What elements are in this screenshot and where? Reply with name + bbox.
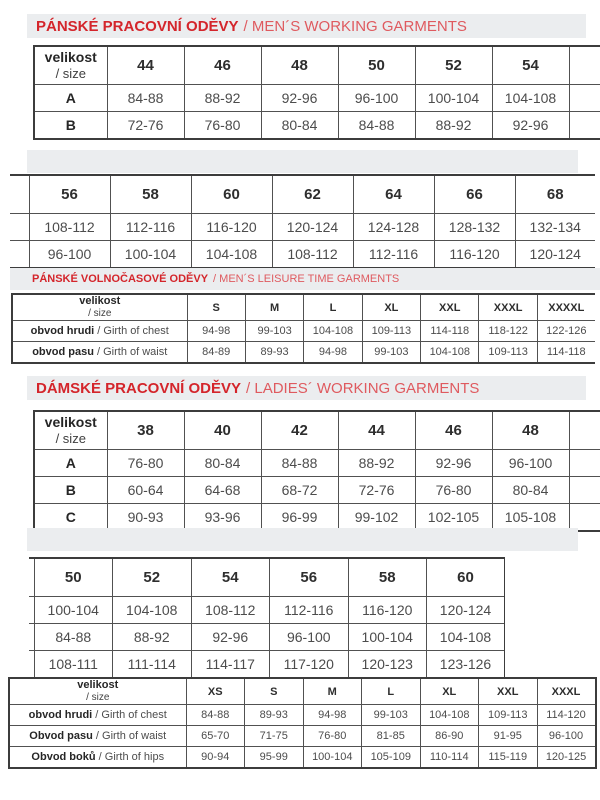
row-label-czech: Obvod pasu [29, 730, 93, 742]
row-label-cell [9, 705, 186, 726]
row-label: C [65, 509, 76, 525]
value-cell: 88-92 [113, 624, 192, 651]
value-cell: 104-108 [420, 705, 479, 726]
value-cell: 120-124 [515, 241, 595, 269]
value-cell: 120-124 [427, 597, 506, 624]
table-head [9, 678, 596, 705]
value-cell: 104-108 [113, 597, 192, 624]
size-header-cell: 66 [434, 175, 515, 214]
value-cell: 72-76 [338, 477, 415, 504]
value-cell: 99-103 [245, 321, 303, 342]
size-header-cell: M [303, 678, 362, 705]
table-body [9, 705, 596, 769]
value-cell: 116-120 [348, 597, 427, 624]
value-cell: 123-126 [427, 651, 506, 679]
size-table [10, 174, 595, 269]
value-cell: 108-111 [34, 651, 113, 679]
value-cell: 76-80 [303, 726, 362, 747]
size-header-cell: 44 [107, 46, 184, 85]
table-head [10, 175, 595, 214]
size-header-cell: S [245, 678, 304, 705]
corner-label-sub: / size [88, 308, 112, 319]
table-body [34, 85, 600, 140]
table-mens-working-sizes-44-54 [33, 45, 600, 140]
value-cell: 99-103 [362, 342, 420, 364]
value-cell: 95-99 [245, 747, 304, 769]
size-header-cell: 50 [34, 558, 113, 597]
value-cell: 114-118 [537, 342, 595, 364]
size-header-cell: 46 [184, 46, 261, 85]
value-cell: 76-80 [107, 450, 184, 477]
row-label-cell [9, 747, 186, 769]
size-header-cell: 56 [29, 175, 110, 214]
value-cell: 111-114 [113, 651, 192, 679]
value-cell: 120-123 [348, 651, 427, 679]
table-row [34, 504, 600, 532]
value-cell: 90-93 [107, 504, 184, 532]
table-body [12, 321, 595, 364]
corner-cell [34, 411, 107, 450]
size-header-cell: XS [186, 678, 245, 705]
size-table [33, 45, 600, 140]
value-cell: 109-113 [479, 342, 537, 364]
table-ladies-measurements [8, 677, 597, 769]
value-cell: 96-100 [537, 726, 596, 747]
value-cell: 104-108 [191, 241, 272, 269]
table-row [9, 747, 596, 769]
value-cell: 99-103 [362, 705, 421, 726]
size-header-cell: 48 [261, 46, 338, 85]
value-cell: 108-112 [191, 597, 270, 624]
value-cell: 100-104 [303, 747, 362, 769]
value-cell: 80-84 [261, 112, 338, 140]
value-cell: 112-116 [110, 214, 191, 241]
value-cell: 64-68 [184, 477, 261, 504]
cut-column-cell [569, 477, 600, 504]
row-label-czech: obvod pasu [32, 346, 94, 358]
value-cell: 80-84 [492, 477, 569, 504]
value-cell: 80-84 [184, 450, 261, 477]
corner-label-sub: / size [86, 692, 110, 703]
cut-column-header-cell [569, 46, 600, 85]
value-cell: 116-120 [191, 214, 272, 241]
value-cell: 109-113 [479, 705, 538, 726]
table-body [29, 597, 505, 679]
value-cell: 92-96 [415, 450, 492, 477]
value-cell: 122-126 [537, 321, 595, 342]
value-cell: 114-118 [421, 321, 479, 342]
table-row [34, 450, 600, 477]
row-label-czech: obvod hrudi [30, 325, 95, 337]
table-row [29, 651, 505, 679]
heading-czech-ladies-working: DÁMSKÉ PRACOVNÍ ODĚVY [36, 379, 242, 397]
value-cell: 100-104 [348, 624, 427, 651]
value-cell: 117-120 [270, 651, 349, 679]
value-cell: 100-104 [110, 241, 191, 269]
value-cell: 112-116 [270, 597, 349, 624]
size-header-cell: XXL [421, 294, 479, 321]
size-header-cell: S [187, 294, 245, 321]
table-row [10, 214, 595, 241]
size-header-cell: XXXL [537, 678, 596, 705]
value-cell: 114-117 [191, 651, 270, 679]
table-row [29, 597, 505, 624]
table-head [12, 294, 595, 321]
value-cell: 99-102 [338, 504, 415, 532]
heading-czech-mens-working: PÁNSKÉ PRACOVNÍ ODĚVY [36, 17, 239, 35]
value-cell: 118-122 [479, 321, 537, 342]
row-label-cell [34, 85, 107, 112]
size-header-cell: M [245, 294, 303, 321]
value-cell: 132-134 [515, 214, 595, 241]
size-header-cell: 60 [427, 558, 506, 597]
corner-cell [12, 294, 187, 321]
size-header-cell: 54 [191, 558, 270, 597]
value-cell: 100-104 [34, 597, 113, 624]
value-cell: 92-96 [261, 85, 338, 112]
value-cell: 112-116 [353, 241, 434, 269]
value-cell: 91-95 [479, 726, 538, 747]
size-header-cell: 44 [338, 411, 415, 450]
cut-column-cell [569, 112, 600, 140]
table-row [10, 241, 595, 269]
size-header-cell: 52 [113, 558, 192, 597]
size-header-cell: XL [362, 294, 420, 321]
value-cell: 100-104 [415, 85, 492, 112]
value-cell: 86-90 [420, 726, 479, 747]
row-label-cell [34, 477, 107, 504]
value-cell: 92-96 [191, 624, 270, 651]
cut-column-cell [10, 241, 29, 269]
value-cell: 108-112 [272, 241, 353, 269]
row-label-cell [12, 321, 187, 342]
size-header-cell: 64 [353, 175, 434, 214]
row-label: B [65, 117, 76, 133]
table-mens-leisure-sizes [11, 293, 595, 364]
row-label: A [65, 90, 76, 106]
value-cell: 128-132 [434, 214, 515, 241]
separator-band [27, 150, 578, 173]
row-label-english: / Girth of waist [92, 730, 167, 742]
value-cell: 72-76 [107, 112, 184, 140]
table-body [10, 214, 595, 269]
value-cell: 60-64 [107, 477, 184, 504]
value-cell: 89-93 [245, 705, 304, 726]
cut-column-header-cell [10, 175, 29, 214]
value-cell: 104-108 [427, 624, 506, 651]
value-cell: 104-108 [304, 321, 362, 342]
value-cell: 114-120 [537, 705, 596, 726]
size-header-cell: 58 [110, 175, 191, 214]
table-row [34, 112, 600, 140]
size-header-cell: 52 [415, 46, 492, 85]
value-cell: 68-72 [261, 477, 338, 504]
size-header-cell: 50 [338, 46, 415, 85]
size-table [11, 293, 595, 364]
value-cell: 90-94 [186, 747, 245, 769]
heading-english-ladies-working: / LADIES´ WORKING GARMENTS [246, 379, 480, 397]
table-head [34, 46, 600, 85]
size-header-cell: L [304, 294, 362, 321]
header-row [10, 175, 595, 214]
value-cell: 94-98 [304, 342, 362, 364]
size-header-cell: 58 [348, 558, 427, 597]
corner-label-bold: velikost [44, 49, 97, 65]
value-cell: 84-88 [338, 112, 415, 140]
size-table [33, 410, 600, 532]
row-label: A [65, 455, 76, 471]
table-row [12, 321, 595, 342]
value-cell: 96-100 [338, 85, 415, 112]
corner-label-bold: velikost [79, 295, 121, 307]
value-cell: 109-113 [362, 321, 420, 342]
cut-column-cell [569, 504, 600, 532]
section-heading-mens-leisure [10, 268, 600, 290]
heading-english-mens-working: / MEN´S WORKING GARMENTS [243, 17, 467, 35]
table-ladies-working-sizes-38-48 [33, 410, 600, 532]
row-label-cell [34, 112, 107, 140]
table-head [34, 411, 600, 450]
size-header-cell: 56 [270, 558, 349, 597]
value-cell: 88-92 [415, 112, 492, 140]
section-heading-mens-working [27, 14, 586, 38]
value-cell: 105-108 [492, 504, 569, 532]
value-cell: 120-124 [272, 214, 353, 241]
table-mens-working-sizes-56-68 [10, 174, 595, 269]
size-header-cell: 42 [261, 411, 338, 450]
value-cell: 96-100 [492, 450, 569, 477]
row-label-english: / Girth of chest [92, 709, 167, 721]
header-row [29, 558, 505, 597]
value-cell: 89-93 [245, 342, 303, 364]
size-header-cell: L [362, 678, 421, 705]
value-cell: 84-88 [107, 85, 184, 112]
value-cell: 102-105 [415, 504, 492, 532]
row-label-czech: obvod hrudi [28, 709, 93, 721]
size-header-cell: 40 [184, 411, 261, 450]
value-cell: 84-88 [186, 705, 245, 726]
value-cell: 88-92 [184, 85, 261, 112]
value-cell: 84-89 [187, 342, 245, 364]
row-label-cell [34, 504, 107, 532]
table-ladies-working-sizes-50-60 [29, 557, 505, 679]
value-cell: 84-88 [261, 450, 338, 477]
value-cell: 104-108 [421, 342, 479, 364]
value-cell: 108-112 [29, 214, 110, 241]
value-cell: 124-128 [353, 214, 434, 241]
value-cell: 76-80 [415, 477, 492, 504]
table-row [9, 705, 596, 726]
value-cell: 120-125 [537, 747, 596, 769]
row-label-cell [12, 342, 187, 364]
table-row [34, 477, 600, 504]
table-body [34, 450, 600, 532]
header-row [9, 678, 596, 705]
value-cell: 94-98 [303, 705, 362, 726]
section-heading-ladies-working [27, 376, 586, 400]
corner-label-sub: / size [55, 66, 86, 81]
value-cell: 115-119 [479, 747, 538, 769]
value-cell: 93-96 [184, 504, 261, 532]
value-cell: 81-85 [362, 726, 421, 747]
corner-cell [9, 678, 186, 705]
separator-band [27, 528, 578, 551]
value-cell: 71-75 [245, 726, 304, 747]
value-cell: 105-109 [362, 747, 421, 769]
size-table [8, 677, 597, 769]
header-row [34, 411, 600, 450]
size-header-cell: 46 [415, 411, 492, 450]
row-label-cell [9, 726, 186, 747]
size-header-cell: 54 [492, 46, 569, 85]
value-cell: 88-92 [338, 450, 415, 477]
row-label-english: / Girth of hips [95, 751, 165, 763]
table-row [12, 342, 595, 364]
value-cell: 116-120 [434, 241, 515, 269]
row-label-english: / Girth of chest [94, 325, 169, 337]
header-row [12, 294, 595, 321]
size-header-cell: 48 [492, 411, 569, 450]
size-header-cell: 62 [272, 175, 353, 214]
row-label-english: / Girth of waist [93, 346, 168, 358]
heading-czech-mens-leisure: PÁNSKÉ VOLNOČASOVÉ ODĚVY [32, 273, 209, 285]
corner-label-bold: velikost [44, 414, 97, 430]
table-row [34, 85, 600, 112]
size-header-cell: 38 [107, 411, 184, 450]
corner-cell [34, 46, 107, 85]
value-cell: 76-80 [184, 112, 261, 140]
row-label-cell [34, 450, 107, 477]
table-row [29, 624, 505, 651]
size-header-cell: 60 [191, 175, 272, 214]
cut-column-header-cell [569, 411, 600, 450]
size-header-cell: XXXXL [537, 294, 595, 321]
table-head [29, 558, 505, 597]
corner-label-bold: velikost [77, 679, 119, 691]
table-row [9, 726, 596, 747]
row-label-czech: Obvod boků [31, 751, 96, 763]
cut-column-cell [569, 85, 600, 112]
value-cell: 92-96 [492, 112, 569, 140]
corner-label-sub: / size [55, 431, 86, 446]
value-cell: 65-70 [186, 726, 245, 747]
value-cell: 110-114 [420, 747, 479, 769]
value-cell: 96-99 [261, 504, 338, 532]
cut-column-cell [569, 450, 600, 477]
value-cell: 104-108 [492, 85, 569, 112]
size-table [29, 557, 505, 679]
cut-column-cell [10, 214, 29, 241]
value-cell: 96-100 [270, 624, 349, 651]
size-header-cell: XXL [479, 678, 538, 705]
size-header-cell: 68 [515, 175, 595, 214]
value-cell: 96-100 [29, 241, 110, 269]
header-row [34, 46, 600, 85]
value-cell: 84-88 [34, 624, 113, 651]
value-cell: 94-98 [187, 321, 245, 342]
size-header-cell: XL [420, 678, 479, 705]
row-label: B [65, 482, 76, 498]
size-header-cell: XXXL [479, 294, 537, 321]
heading-english-mens-leisure: / MEN´S LEISURE TIME GARMENTS [213, 273, 400, 285]
